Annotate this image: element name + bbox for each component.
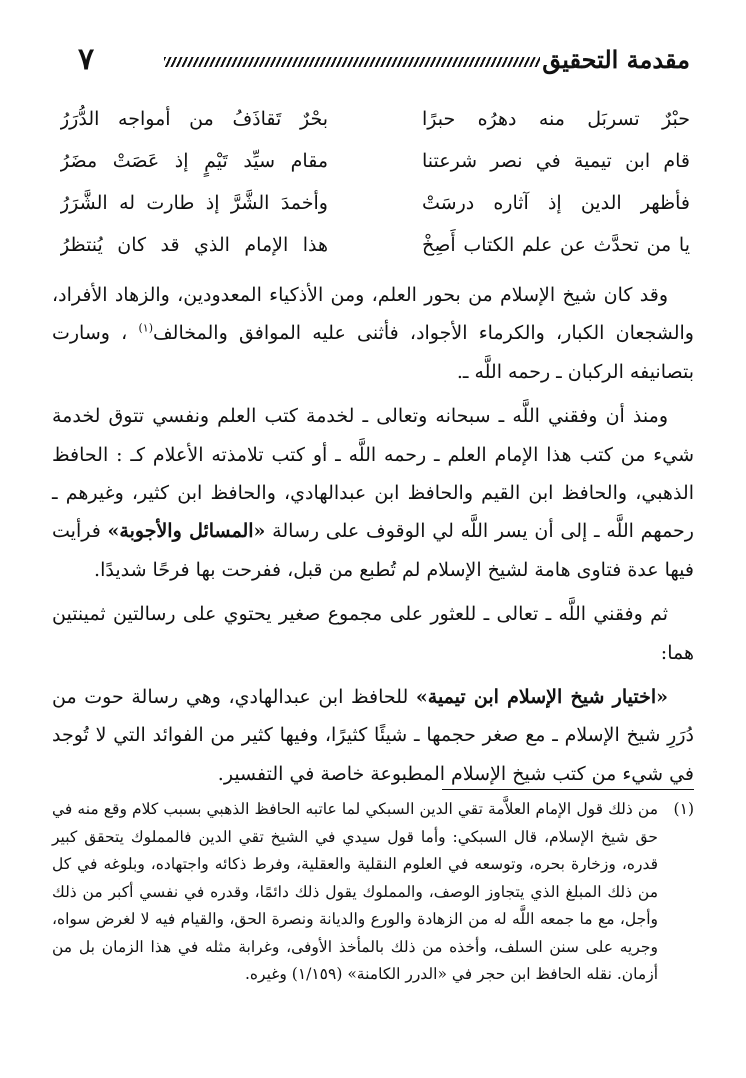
paragraph (52, 678, 694, 793)
book-title-bold: «المسائل والأجوبة» (107, 520, 266, 543)
poem-verse (60, 184, 690, 226)
poem-verse (60, 100, 690, 142)
verse-second-hemistich: هذا الإمام الذي قد كان يُنتظرُ (60, 234, 328, 256)
footnote-text: من ذلك قول الإمام العلاَّمة تقي الدين السبكي لما عاتبه الحافظ الذهبي بسبب كلام وقع منه في حق شيخ الإسلام، قال السبكي: وأما قول سيدي في الشيخ تقي الدين فالمملوك يتحقق كبير قدره، وزخارة بحره، وتوسعه في العلوم النقلية والعقلية، وفرط ذكائه واجتهاده، وبلوغه في كل من ذلك المبلغ الذي يتجاوز الوصف، والمملوك يقول ذلك دائمًا، وقدره في نفسي أكبر من ذلك وأجل، مع ما جمعه اللَّه له من الزهادة والورع والديانة ونصرة الحق، والقيام فيه لا لغرض سواه، وجريه على سنن السلف، وأخذه من ذلك بالمأخذ الأوفى، وغرابة مثله في هذا الزمان بل من أزمان. نقله الحافظ ابن حجر في «الدرر الكامنة» (١/١٥٩) وغيره. (52, 800, 658, 983)
paragraph-text: ، وسارت بتصانيفه الركبان ـ رحمه اللَّه ـ. (52, 322, 694, 383)
paragraph (52, 397, 694, 589)
paragraph (52, 276, 694, 391)
book-title-bold: «اختيار شيخ الإسلام ابن تيمية» (415, 686, 668, 709)
verse-first-hemistich: قام ابن تيمية في نصر شرعتنا (422, 150, 690, 172)
poem-verse (60, 226, 690, 268)
verse-first-hemistich: يا من تحدَّث عن علم الكتاب أَصِخْ (422, 234, 690, 256)
footnote-reference[interactable]: (١) (138, 322, 154, 336)
running-title: مقدمة التحقيق (542, 45, 690, 74)
paragraph: ثم وفقني اللَّه ـ تعالى ـ للعثور على مجموع صغير يحتوي على رسالتين ثمينتين هما: (52, 603, 694, 664)
verse-second-hemistich: بحْرٌ تَقاذَفُ من أمواجه الدُّرَرُ (60, 108, 328, 130)
page-header (56, 40, 690, 80)
verse-second-hemistich: مقام سيِّد تَيْمٍ إذ عَصَتْ مضَرُ (60, 150, 328, 172)
footnote-separator (442, 789, 694, 790)
footnote (52, 796, 694, 989)
paragraph-text: للحافظ ابن عبدالهادي، وهي رسالة حوت من دُرَرِ شيخ الإسلام ـ مع صغر حجمها ـ شيئًا كثيرًا، وفيها كثير من الفوائد التي لا تُوجد في شيء من كتب شيخ الإسلام المطبوعة خاصة في التفسير. (52, 686, 694, 785)
paragraph-text: ومنذ أن وفقني اللَّه ـ سبحانه وتعالى ـ لخدمة كتب العلم ونفسي تتوق لخدمة شيء من كتب هذا الإمام العلم ـ رحمه اللَّه ـ أو كتب تلامذته الأعلام كـ : الحافظ الذهبي، والحافظ ابن القيم والحافظ ابن عبدالهادي، والحافظ ابن كثير، وغيرهم ـ رحمهم اللَّه ـ إلى أن يسر اللَّه لي الوقوف على رسالة (52, 405, 694, 543)
poem (60, 100, 690, 268)
verse-second-hemistich: وأخمدَ الشَّرَّ إذ طارت له الشَّرَرُ (60, 192, 328, 214)
page-number: ٧ (78, 42, 95, 77)
verse-first-hemistich: حبْرٌ تسربَل منه دهرُه حبرًا (422, 108, 690, 130)
paragraph-text: وقد كان شيخ الإسلام من بحور العلم، ومن الأذكياء المعدودين، والزهاد الأفراد، والشجعان الكبار، والكرماء الأجواد، فأثنى عليه الموافق والمخالف (52, 284, 694, 345)
footnote-marker: (١) (673, 800, 694, 818)
header-decorative-rule (164, 57, 540, 67)
body-text (52, 276, 694, 799)
verse-first-hemistich: فأظهر الدين إذ آثاره درسَتْ (422, 192, 690, 214)
paragraph-text: فرأيت فيها عدة فتاوى هامة لشيخ الإسلام لم تُطبع من قبل، ففرحت بها فرحًا شديدًا. (52, 520, 694, 581)
poem-verse (60, 142, 690, 184)
